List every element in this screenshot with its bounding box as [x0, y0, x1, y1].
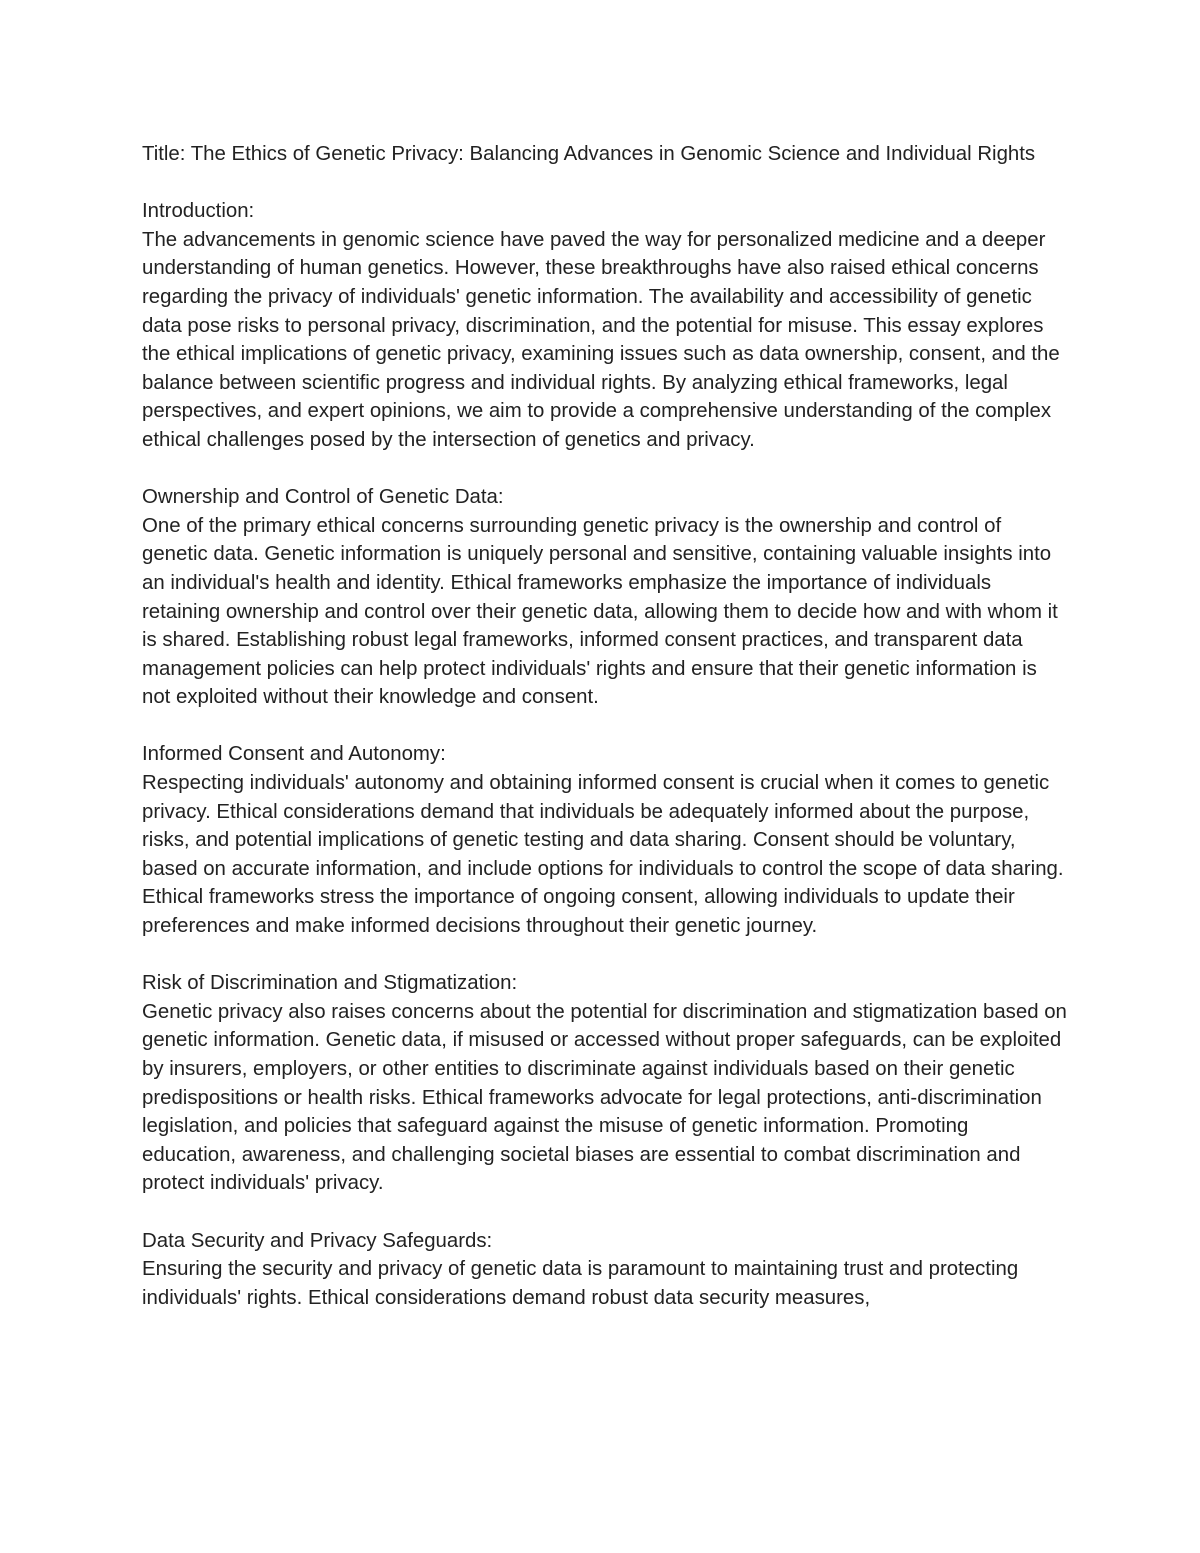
- section-heading-discrimination: Risk of Discrimination and Stigmatization:: [142, 972, 518, 995]
- paragraph-gap: [142, 1198, 1067, 1227]
- section-heading-consent: Informed Consent and Autonomy:: [142, 743, 446, 766]
- paragraph-gap: [142, 712, 1067, 741]
- section-body-ownership: One of the primary ethical concerns surrounding genetic privacy is the ownership and control of genetic data. Genetic information is uniquely personal and sensitive, containing valuable insights into an individual's health and identity. Ethical frameworks emphasize the importance of individuals retaining ownership and control over their genetic data, allowing them to decide how and with whom it is shared. Establishing robust legal frameworks, informed consent practices, and transparent data management policies can help protect individuals' rights and ensure that their genetic information is not exploited without their knowledge and consent.: [142, 514, 1058, 709]
- section-body-security: Ensuring the security and privacy of genetic data is paramount to maintaining trust and protecting individuals' rights. Ethical considerations demand robust data security measures,: [142, 1258, 1019, 1309]
- document-title: Title: The Ethics of Genetic Privacy: Balancing Advances in Genomic Science and Individual Rights: [142, 143, 1036, 165]
- paragraph-gap: [142, 941, 1067, 970]
- section-heading-introduction: Introduction:: [142, 200, 255, 223]
- section-heading-security: Data Security and Privacy Safeguards:: [142, 1229, 493, 1252]
- document-body: [142, 140, 1067, 1312]
- paragraph-gap: [142, 169, 1067, 198]
- section-body-discrimination: Genetic privacy also raises concerns about the potential for discrimination and stigmatization based on genetic information. Genetic data, if misused or accessed without proper safeguards, can be exploited by insurers, employers, or other entities to discriminate against individuals based on their genetic predispositions or health risks. Ethical frameworks advocate for legal protections, anti-discrimination legislation, and policies that safeguard against the misuse of genetic information. Promoting education, awareness, and challenging societal biases are essential to combat discrimination and protect individuals' privacy.: [142, 1000, 1067, 1195]
- section-heading-ownership: Ownership and Control of Genetic Data:: [142, 486, 504, 509]
- paragraph-gap: [142, 455, 1067, 484]
- section-body-consent: Respecting individuals' autonomy and obtaining informed consent is crucial when it comes to genetic privacy. Ethical considerations demand that individuals be adequately informed about the purpose, risks, and potential implications of genetic testing and data sharing. Consent should be voluntary, based on accurate information, and include options for individuals to control the scope of data sharing. Ethical frameworks stress the importance of ongoing consent, allowing individuals to update their preferences and make informed decisions throughout their genetic journey.: [142, 772, 1064, 938]
- section-body-introduction: The advancements in genomic science have paved the way for personalized medicine and a deeper understanding of human genetics. However, these breakthroughs have also raised ethical concerns regarding the privacy of individuals' genetic information. The availability and accessibility of genetic data pose risks to personal privacy, discrimination, and the potential for misuse. This essay explores the ethical implications of genetic privacy, examining issues such as data ownership, consent, and the balance between scientific progress and individual rights. By analyzing ethical frameworks, legal perspectives, and expert opinions, we aim to provide a comprehensive understanding of the complex ethical challenges posed by the intersection of genetics and privacy.: [142, 228, 1060, 451]
